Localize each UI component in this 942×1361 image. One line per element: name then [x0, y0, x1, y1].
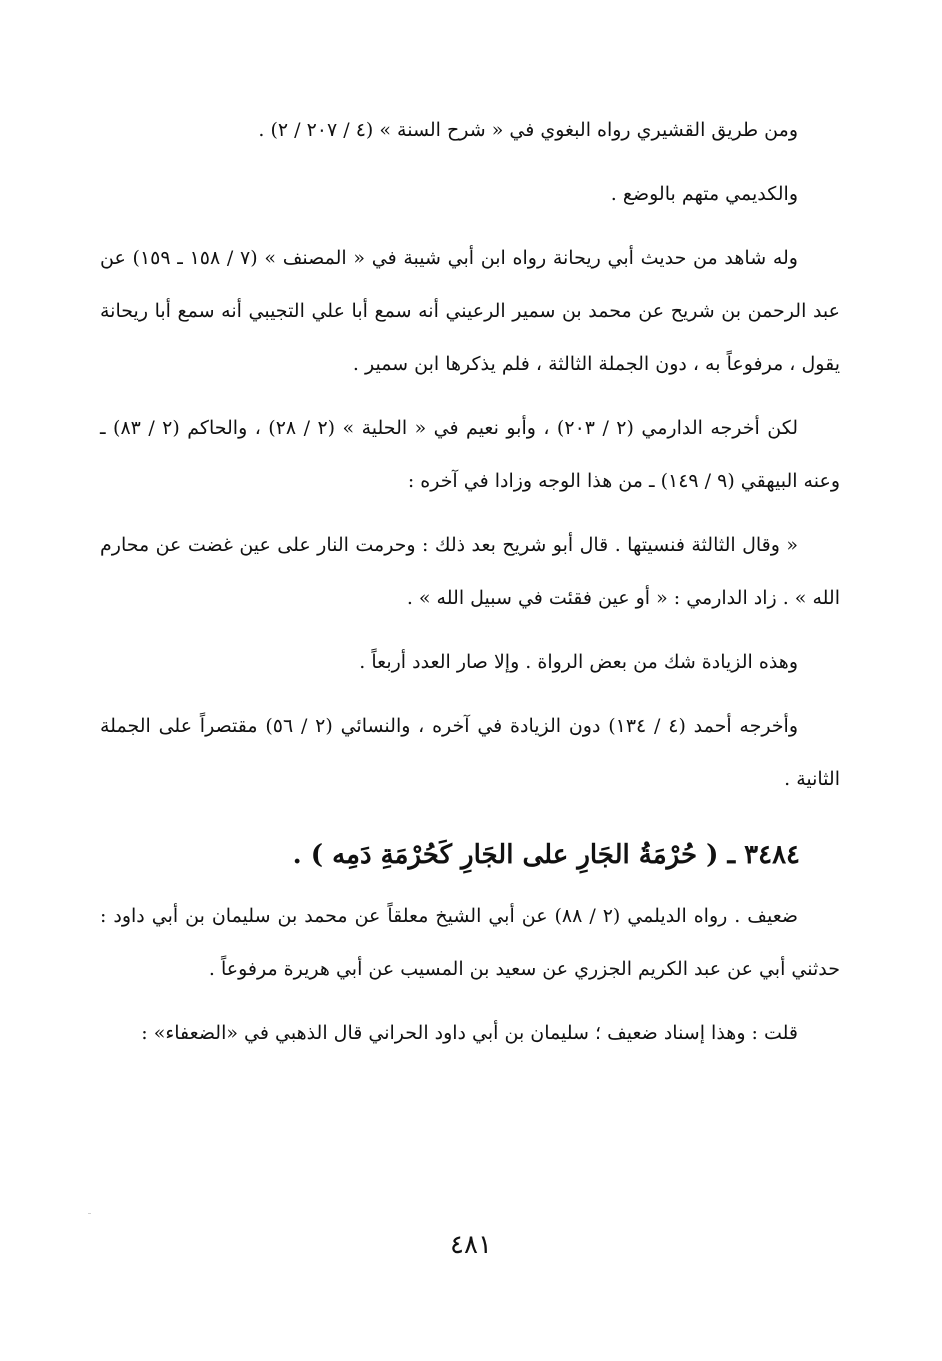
- paragraph: ومن طريق القشيري رواه البغوي في « شرح السنة » (٤ / ٢٠٧ / ٢) .: [258, 119, 798, 141]
- paragraph: لكن أخرجه الدارمي (٢ / ٢٠٣) ، وأبو نعيم في « الحلية » (٢ / ٢٨) ، والحاكم (٢ / ٨٣) ـ وعنه البيهقي (٩ / ١٤٩) ـ من هذا الوجه وزادا في آخره :: [100, 417, 840, 492]
- paragraph: والكديمي متهم بالوضع .: [610, 183, 798, 205]
- paragraph: وأخرجه أحمد (٤ / ١٣٤) دون الزيادة في آخره ، والنسائي (٢ / ٥٦) مقتصراً على الجملة الثانية .: [100, 715, 840, 790]
- paragraph: وله شاهد من حديث أبي ريحانة رواه ابن أبي شيبة في « المصنف » (٧ / ١٥٨ ـ ١٥٩) عن عبد الرحمن بن شريح عن محمد بن سمير الرعيني أنه سمع أبا علي التجيبي أنه سمع أبا ريحانة يقول ، مرفوعاً به ، دون الجملة الثالثة ، فلم يذكرها ابن سمير .: [100, 247, 840, 375]
- page-body: [100, 104, 840, 1284]
- hadith-heading: ٣٤٨٤ ـ ( حُرْمَةُ الجَارِ على الجَارِ كَحُرْمَةِ دَمِه ) .: [292, 840, 800, 870]
- paragraph: « وقال الثالثة فنسيتها . قال أبو شريح بعد ذلك : وحرمت النار على عين غضت عن محارم الله » . زاد الدارمي : « أو عين فقئت في سبيل الله » .: [100, 534, 840, 609]
- paragraph: وهذه الزيادة شك من بعض الرواة . وإلا صار العدد أربعاً .: [359, 651, 798, 673]
- scan-speck: [88, 1213, 91, 1214]
- paragraph: قلت : وهذا إسناد ضعيف ؛ سليمان بن أبي داود الحراني قال الذهبي في «الضعفاء» :: [141, 1022, 798, 1044]
- paragraph: ضعيف . رواه الديلمي (٢ / ٨٨) عن أبي الشيخ معلقاً عن محمد بن سليمان بن أبي داود : حدثني أبي عن عبد الكريم الجزري عن سعيد بن المسيب عن أبي هريرة مرفوعاً .: [100, 905, 840, 980]
- page-number: ٤٨١: [450, 1230, 492, 1260]
